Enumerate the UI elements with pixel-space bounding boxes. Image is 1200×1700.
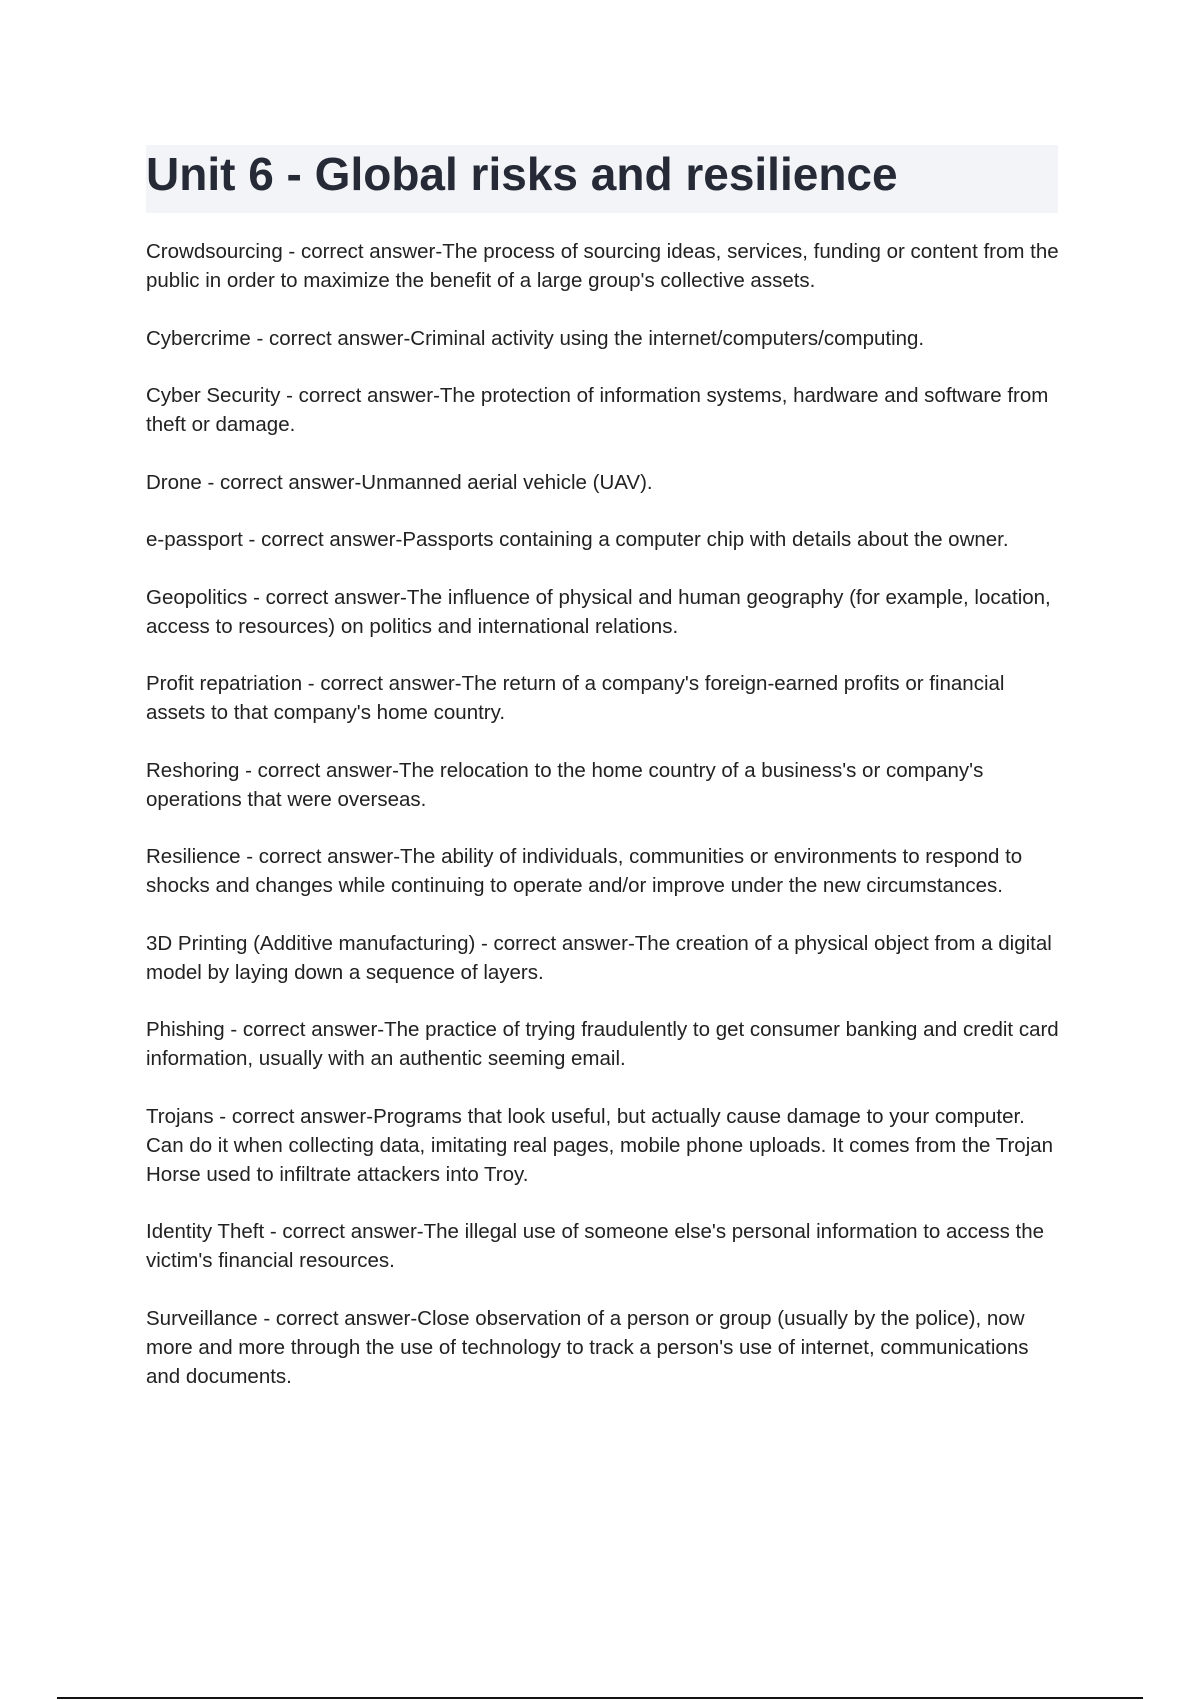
glossary-entry-drone: Drone - correct answer-Unmanned aerial vehicle (UAV). [146,470,653,494]
glossary-list [146,237,1066,1391]
glossary-entry-phishing: Phishing - correct answer-The practice of trying fraudulently to get consumer banking and credit card information, usually with an authentic seeming email. [146,1018,1059,1070]
glossary-entry-geopolitics: Geopolitics - correct answer-The influence of physical and human geography (for example, location, access to resources) on politics and international relations. [146,585,1051,638]
glossary-entry-cyber-security: Cyber Security - correct answer-The protection of information systems, hardware and software from theft or damage. [146,384,1049,436]
glossary-entry-surveillance: Surveillance - correct answer-Close observation of a person or group (usually by the police), now more and more through the use of technology to track a person's use of internet, communications and documents. [146,1306,1029,1388]
glossary-entry-profit-repatriation: Profit repatriation - correct answer-The return of a company's foreign-earned profits or financial assets to that company's home country. [146,672,1005,724]
page-title: Unit 6 - Global risks and resilience [146,148,898,200]
glossary-entry-3d-printing: 3D Printing (Additive manufacturing) - correct answer-The creation of a physical object from a digital model by laying down a sequence of layers. [146,931,1052,984]
glossary-entry-trojans: Trojans - correct answer-Programs that look useful, but actually cause damage to your computer. Can do it when collecting data, imitating real pages, mobile phone uploads. It comes from the Trojan Horse used to infiltrate attackers into Troy. [146,1104,1054,1186]
glossary-entry-identity-theft: Identity Theft - correct answer-The illegal use of someone else's personal information to access the victim's financial resources. [146,1220,1045,1272]
glossary-entry-crowdsourcing: Crowdsourcing - correct answer-The process of sourcing ideas, services, funding or content from the public in order to maximize the benefit of a large group's collective assets. [146,240,1059,292]
glossary-entry-reshoring: Reshoring - correct answer-The relocation to the home country of a business's or company's operations that were overseas. [146,758,984,811]
glossary-entry-resilience: Resilience - correct answer-The ability of individuals, communities or environments to respond to shocks and changes while continuing to operate and/or improve under the new circumstances. [146,845,1023,897]
glossary-entry-cybercrime: Cybercrime - correct answer-Criminal activity using the internet/computers/computing. [146,326,925,350]
glossary-entry-e-passport: e-passport - correct answer-Passports containing a computer chip with details about the owner. [146,528,1009,551]
footer-divider [57,1697,1143,1699]
